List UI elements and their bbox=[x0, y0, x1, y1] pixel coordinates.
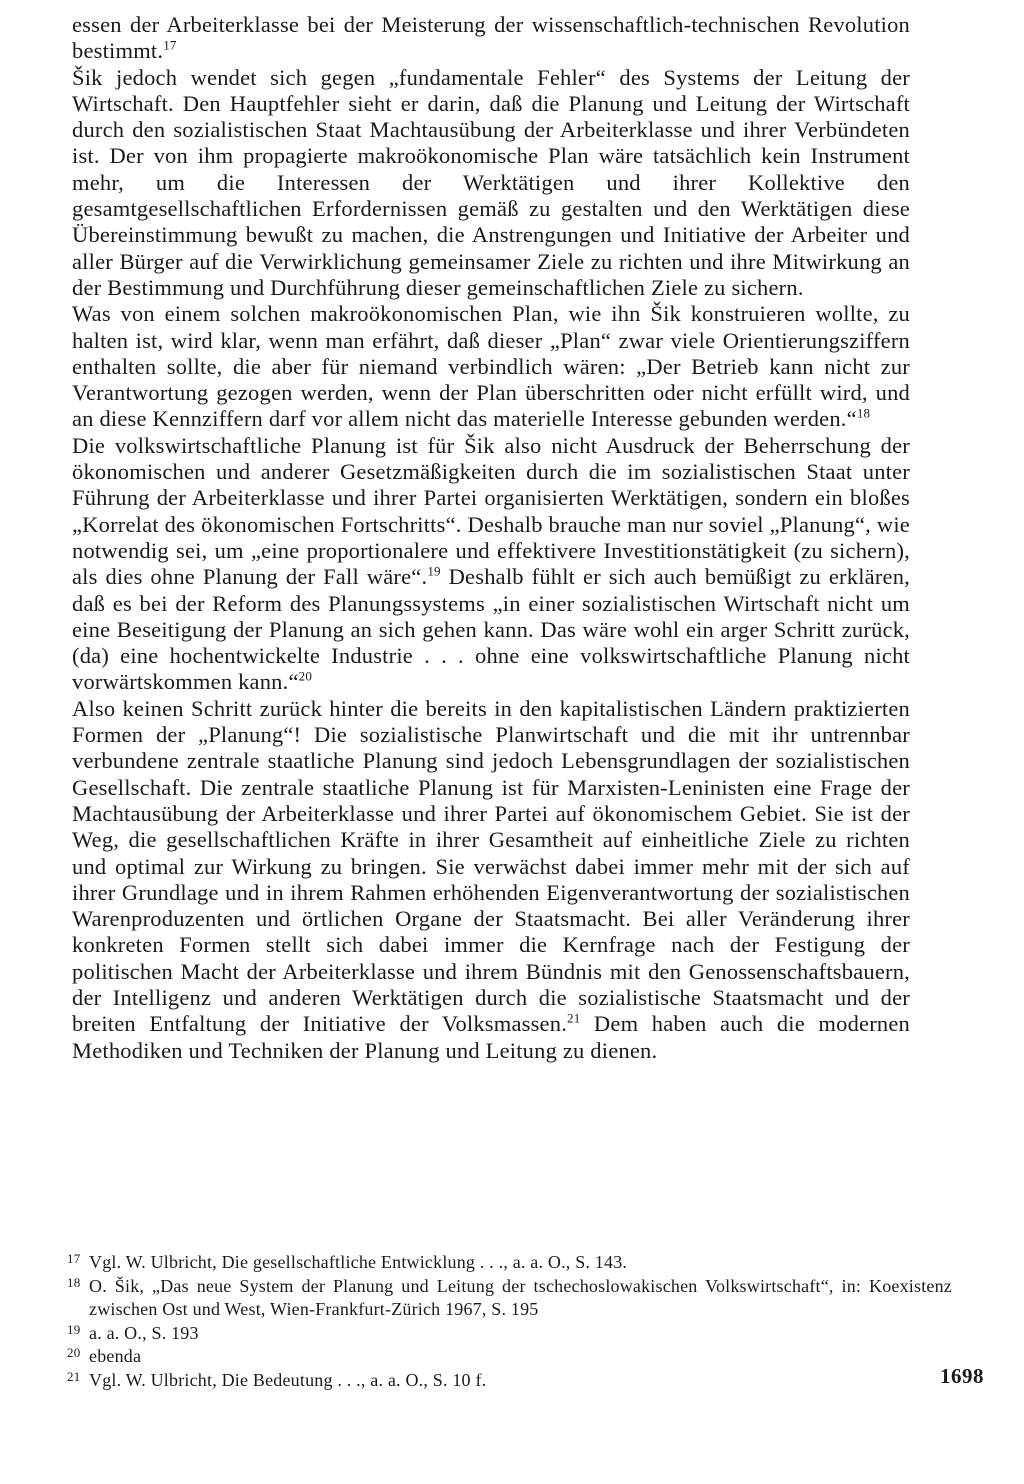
paragraph-4: Die volkswirtschaftliche Planung ist für Šik also nicht Ausdruck der Beherrschung der ökonomischen und anderer Gesetzmäßigkeiten durch die im sozialistischen Staat unter Führung der Arbeiterklasse und ihrer Partei organisierten Werktätigen, sondern ein bloßes „Korrelat des ökonomischen Fortschritts“. Deshalb brauche man nur soviel „Planung“, wie notwendig sei, um „eine proportionalere und effektivere Investitionstätigkeit (zu sichern), als dies ohne Planung der Fall wäre“.$^{19}$ Deshalb fühlt er sich auch bemüßigt zu erklären, daß es bei der Reform des Planungssystems „in einer sozialistischen Wirtschaft nicht um eine Beseitigung der Planung an sich gehen kann. Das wäre wohl ein arger Schritt zurück, (da) eine hochentwickelte Industrie . . . ohne eine volkswirtschaftliche Planung nicht vorwärtskommen kann.“$^{20}$ bbox=[72, 432, 910, 695]
page-number: 1698 bbox=[940, 1364, 984, 1388]
footnote-ref-20: 20 bbox=[298, 668, 313, 684]
paragraph-2: Šik jedoch wendet sich gegen „fundamentale Fehler“ des Systems der Leitung der Wirtschaft. Den Hauptfehler sieht er darin, daß die Planung und Leitung der Wirtschaft durch den sozialistischen Staat Machtausübung der Arbeiterklasse und ihrer Verbündeten ist. Der von ihm propagierte makroökonomische Plan wäre tatsächlich kein Instrument mehr, um die Interessen der Werktätigen und ihrer Kollektive den gesamtgesellschaftlichen Erfordernissen gemäß zu gestalten und den Werktätigen diese Übereinstimmung bewußt zu machen, die Anstrengungen und Initiative der Arbeiter und aller Bürger auf die Verwirklichung gemeinsamer Ziele zu richten und ihre Mitwirkung an der Bestimmung und Durchführung dieser gemeinschaftlichen Ziele zu sichern. bbox=[72, 64, 910, 300]
footnote-ref-21: 21 bbox=[567, 1010, 581, 1026]
footnote-number: 17 bbox=[67, 1251, 81, 1266]
main-text bbox=[72, 12, 910, 1064]
footnote-17: 17 Vgl. W. Ulbricht, Die gesellschaftliche Entwicklung . . ., a. a. O., S. 143. bbox=[72, 1251, 952, 1275]
footnote-21: 21 Vgl. W. Ulbricht, Die Bedeutung . . ., a. a. O., S. 10 f. bbox=[72, 1369, 952, 1393]
footnote-ref-17: 17 bbox=[163, 37, 177, 53]
footnote-number: 21 bbox=[67, 1368, 81, 1384]
footnote-number: 19 bbox=[67, 1321, 81, 1337]
footnote-number: 18 bbox=[67, 1274, 81, 1290]
footnote-number: 20 bbox=[67, 1345, 81, 1360]
footnote-20: 20 ebenda bbox=[72, 1345, 952, 1369]
footnote-18: 18 O. Šik, „Das neue System der Planung und Leitung der tschechoslowakischen Volkswirtschaft“, in: Koexistenz zwischen Ost und West, Wien-Frankfurt-Zürich 1967, S. 195 bbox=[72, 1275, 952, 1322]
footnote-ref-19: 19 bbox=[427, 563, 441, 579]
paragraph-3: Was von einem solchen makroökonomischen Plan, wie ihn Šik konstruieren wollte, zu halten ist, wird klar, wenn man erfährt, daß dieser „Plan“ zwar viele Orientierungsziffern enthalten sollte, die aber für niemand verbindlich wären: „Der Betrieb kann nicht zur Verantwortung gezogen werden, wenn der Plan überschritten oder nicht erfüllt wird, und an diese Kennziffern darf vor allem nicht das materielle Interesse gebunden werden.“$^{18}$ bbox=[72, 301, 910, 432]
footnote-ref-18: 18 bbox=[856, 405, 871, 421]
paragraph-1: essen der Arbeiterklasse bei der Meisterung der wissenschaftlich-technischen Revolution bestimmt.$^{17}$ bbox=[72, 12, 910, 64]
paragraph-5: Also keinen Schritt zurück hinter die bereits in den kapitalistischen Ländern praktizierten Formen der „Planung“! Die sozialistische Planwirtschaft und die mit ihr untrennbar verbundene zentrale staatliche Planung sind jedoch Lebensgrundlagen der sozialistischen Gesellschaft. Die zentrale staatliche Planung ist für Marxisten-Leninisten eine Frage der Machtausübung der Arbeiterklasse und ihrer Partei auf ökonomischem Gebiet. Sie ist der Weg, die gesellschaftlichen Kräfte in ihrer Gesamtheit auf einheitliche Ziele zu richten und optimal zur Wirkung zu bringen. Sie verwächst dabei immer mehr mit der sich auf ihrer Grundlage und in ihrem Rahmen erhöhenden Eigenverantwortung der sozialistischen Warenproduzenten und örtlichen Organe der Staatsmacht. Bei aller Veränderung ihrer konkreten Formen stellt sich dabei immer die Kernfrage nach der Festigung der politischen Macht der Arbeiterklasse und ihrem Bündnis mit den Genossenschaftsbauern, der Intelligenz und anderen Werktätigen durch die sozialistische Staatsmacht und der breiten Entfaltung der Initiative der Volksmassen.$^{21}$ Dem haben auch die modernen Methodiken und Techniken der Planung und Leitung zu dienen. bbox=[72, 695, 910, 1063]
footnote-19: 19 a. a. O., S. 193 bbox=[72, 1322, 952, 1346]
footnotes bbox=[67, 1251, 952, 1392]
